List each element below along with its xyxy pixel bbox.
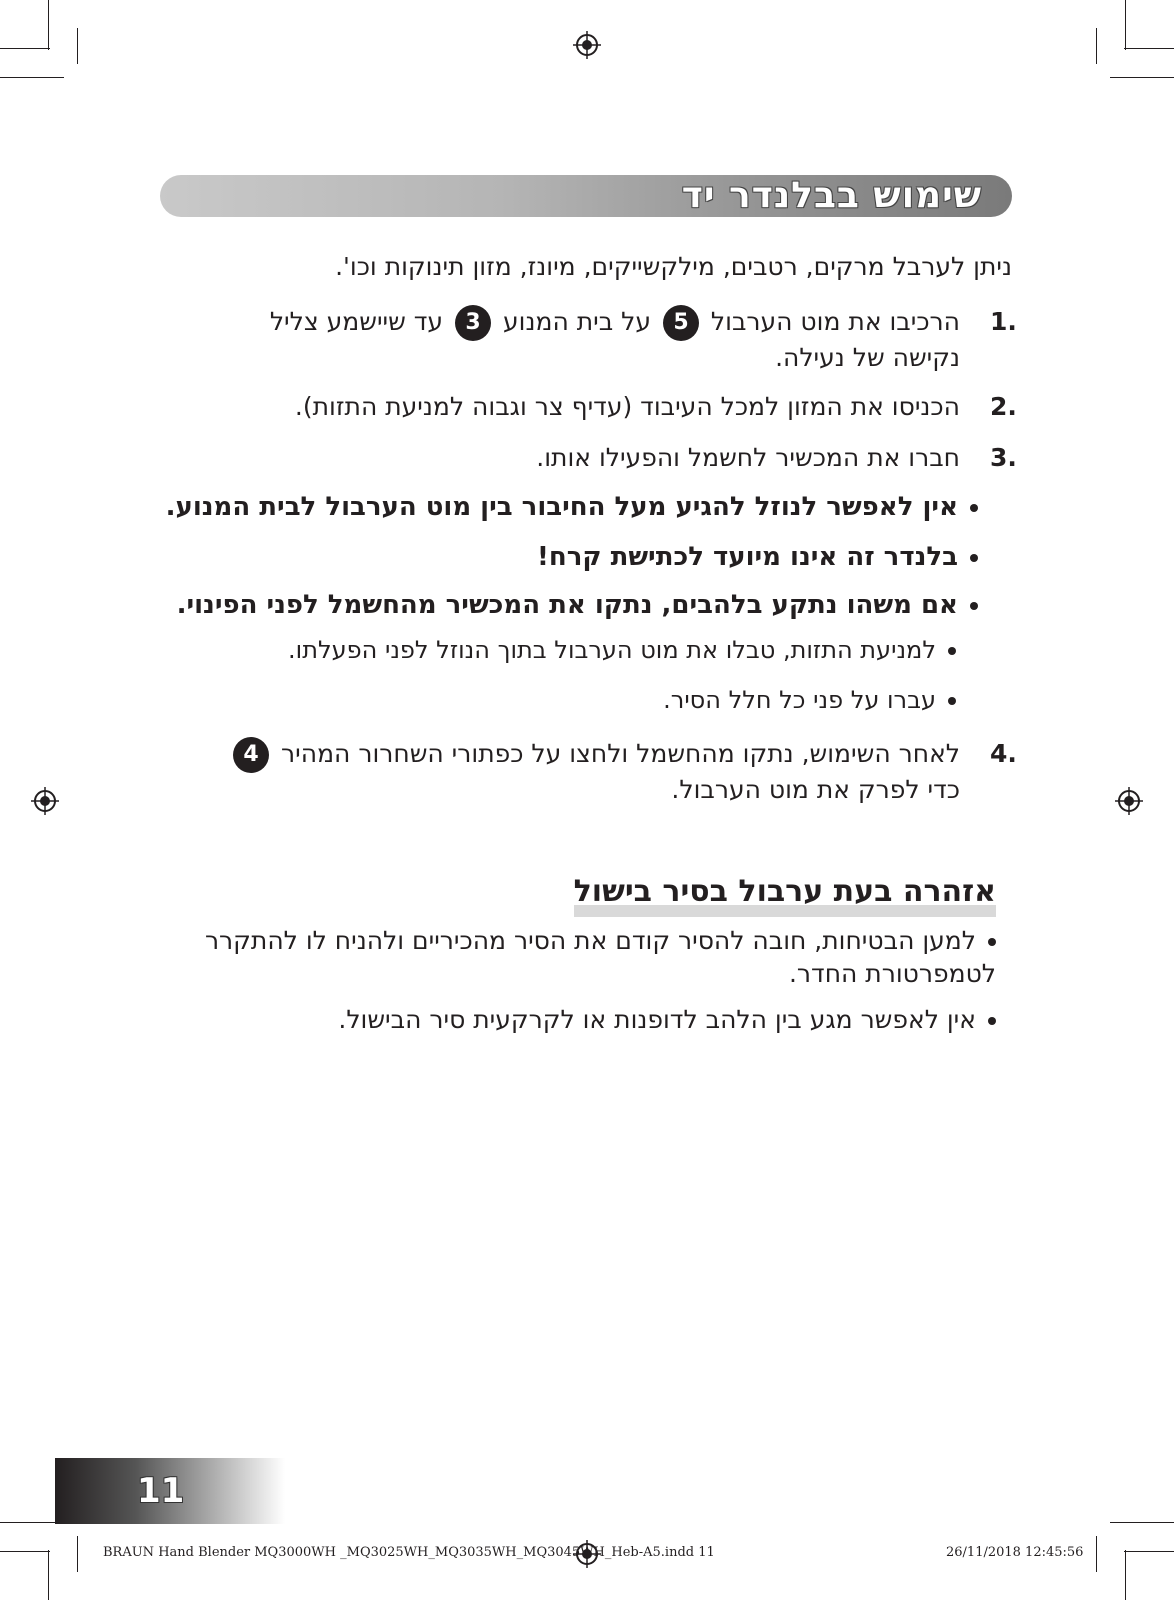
step-4-text bbox=[200, 737, 960, 806]
section-header-banner bbox=[160, 175, 1012, 217]
bullet-icon bbox=[948, 697, 956, 705]
step-number: 1. bbox=[990, 307, 1017, 336]
step-number: 3. bbox=[990, 443, 1017, 472]
crop-mark bbox=[1125, 1550, 1126, 1600]
part-number-badge: 3 bbox=[455, 305, 491, 341]
bullet-text: למניעת התזות, טבלו את מוט הערבול בתוך הנוזל לפני הפעלתו. bbox=[288, 636, 936, 664]
crop-mark bbox=[1096, 1536, 1097, 1572]
tip-bullet bbox=[663, 684, 956, 716]
bullet-icon bbox=[988, 1017, 996, 1025]
step-text: הרכיבו את מוט הערבול bbox=[710, 307, 960, 336]
bullet-icon bbox=[948, 647, 956, 655]
step-text: כדי לפרק את מוט הערבול. bbox=[671, 775, 960, 804]
section-title: שימוש בבלנדר יד bbox=[681, 175, 982, 216]
step-text: עד שיישמע צליל נקישה של נעילה. bbox=[269, 307, 960, 372]
registration-mark-icon bbox=[31, 787, 59, 815]
bullet-text: אם משהו נתקע בלהבים, נתקו את המכשיר מהחשמל לפני הפינוי. bbox=[176, 590, 958, 620]
part-number-badge: 4 bbox=[233, 737, 269, 773]
bullet-icon bbox=[970, 504, 978, 512]
bullet-text: אין לאפשר מגע בין הלהב לדופנות או לקרקעית סיר הבישול. bbox=[338, 1005, 976, 1034]
warning-title-text: אזהרה בעת ערבול בסיר בישול bbox=[574, 879, 996, 917]
print-date: 26/11/2018 12:45:56 bbox=[946, 1545, 1084, 1560]
crop-mark bbox=[1110, 1522, 1174, 1523]
step-number: 2. bbox=[990, 392, 1017, 421]
warning-bullet bbox=[166, 490, 978, 524]
registration-mark-icon bbox=[1115, 787, 1143, 815]
crop-mark bbox=[0, 1551, 50, 1552]
bullet-text: למען הבטיחות, חובה להסיר קודם את הסיר מהכיריים ולהניח לו להתקרר לטמפרטורת החדר. bbox=[204, 926, 996, 988]
crop-mark bbox=[0, 48, 50, 49]
bullet-text: עברו על פני כל חלל הסיר. bbox=[663, 686, 936, 714]
bullet-icon bbox=[970, 602, 978, 610]
crop-mark bbox=[1125, 0, 1126, 50]
bullet-text: בלנדר זה אינו מיועד לכתישת קרח! bbox=[537, 542, 958, 572]
warning-bullet bbox=[177, 588, 978, 622]
step-3-text: חברו את המכשיר לחשמל והפעילו אותו. bbox=[536, 443, 960, 472]
crop-mark bbox=[0, 77, 64, 78]
part-number-badge: 5 bbox=[663, 305, 699, 341]
step-1-text bbox=[200, 305, 960, 374]
step-text: על בית המנוע bbox=[503, 307, 652, 336]
bullet-icon bbox=[970, 554, 978, 562]
crop-mark bbox=[77, 28, 78, 64]
crop-mark bbox=[1110, 77, 1174, 78]
intro-text: ניתן לערבל מרקים, רטבים, מילקשייקים, מיונז, מזון תינוקות וכו'. bbox=[335, 252, 1012, 281]
tip-bullet bbox=[288, 634, 956, 666]
step-number: 4. bbox=[990, 739, 1017, 768]
warning-item bbox=[196, 924, 996, 990]
warning-item bbox=[196, 1003, 996, 1036]
crop-mark bbox=[77, 1536, 78, 1572]
crop-mark bbox=[1096, 28, 1097, 64]
bullet-icon bbox=[988, 938, 996, 946]
crop-mark bbox=[1124, 48, 1174, 49]
registration-mark-icon bbox=[573, 31, 601, 59]
warning-title bbox=[574, 873, 996, 917]
step-text: לאחר השימוש, נתקו מהחשמל ולחצו על כפתורי השחרור המהיר bbox=[281, 739, 960, 768]
page-number-block bbox=[55, 1458, 285, 1524]
crop-mark bbox=[1124, 1551, 1174, 1552]
page-number: 11 bbox=[137, 1471, 185, 1511]
file-slug: BRAUN Hand Blender MQ3000WH _MQ3025WH_MQ3035WH_MQ3045WH_Heb-A5.indd 11 bbox=[103, 1545, 715, 1560]
warning-bullet bbox=[537, 540, 978, 574]
bullet-text: אין לאפשר לנוזל להגיע מעל החיבור בין מוט הערבול לבית המנוע. bbox=[165, 492, 958, 522]
crop-mark bbox=[48, 0, 49, 50]
crop-mark bbox=[48, 1550, 49, 1600]
step-2-text: הכניסו את המזון למכל העיבוד (עדיף צר וגבוה למניעת התזות). bbox=[294, 392, 960, 421]
